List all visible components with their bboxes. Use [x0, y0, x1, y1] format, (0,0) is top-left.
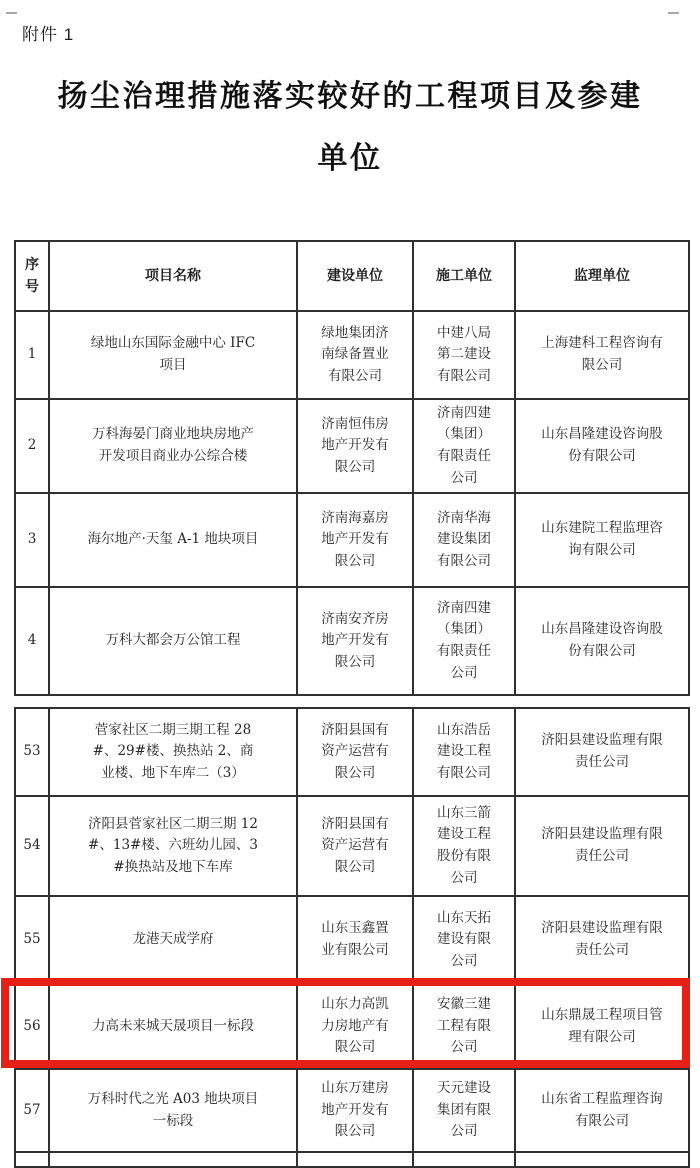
builder-unit: 山东玉鑫置业有限公司 [297, 896, 413, 984]
project-name: 济阳县菅家社区二期三期 12#、13#楼、六班幼儿园、3#换热站及地下车库 [49, 796, 297, 896]
table-row-highlighted [15, 984, 689, 1069]
projects-table-upper [14, 240, 690, 696]
row-no: 56 [15, 984, 49, 1069]
header-project-name: 项目名称 [49, 241, 297, 311]
attachment-label: 附件 1 [22, 25, 75, 44]
header-builder-unit: 建设单位 [297, 241, 413, 311]
builder-unit: 山东万建房地产开发有限公司 [297, 1069, 413, 1152]
contractor-unit: 山东三箭建设工程股份有限公司 [413, 796, 515, 896]
row-no: 1 [15, 311, 49, 399]
project-name: 万科海晏门商业地块房地产开发项目商业办公综合楼 [49, 399, 297, 493]
supervisor-unit: 济阳县建设监理有限责任公司 [515, 708, 689, 796]
project-name: 龙港天成学府 [49, 896, 297, 984]
builder-unit: 绿地集团济南绿备置业有限公司 [297, 311, 413, 399]
supervisor-unit: 济阳县建设监理有限责任公司 [515, 896, 689, 984]
scan-corner-mark-right [668, 12, 679, 14]
contractor-unit: 济南四建（集团）有限责任公司 [413, 399, 515, 493]
document-title: 扬尘治理措施落实较好的工程项目及参建单位 [57, 80, 643, 175]
contractor-unit: 济南华海建设集团有限公司 [413, 493, 515, 587]
project-name: 海尔地产·天玺 A-1 地块项目 [49, 493, 297, 587]
table-row [15, 896, 689, 984]
header-no: 序号 [15, 241, 49, 311]
header-supervisor-unit: 监理单位 [515, 241, 689, 311]
row-no: 55 [15, 896, 49, 984]
table-row [15, 493, 689, 587]
builder-unit: 济阳县国有资产运营有限公司 [297, 796, 413, 896]
supervisor-unit: 山东建院工程监理咨询有限公司 [515, 493, 689, 587]
table-header-row [15, 241, 689, 311]
contractor-unit: 济南四建（集团）有限责任公司 [413, 587, 515, 695]
contractor-unit: 山东浩岳建设工程有限公司 [413, 708, 515, 796]
row-no: 54 [15, 796, 49, 896]
table-row [15, 399, 689, 493]
contractor-unit: 中建八局第二建设有限公司 [413, 311, 515, 399]
table-row [15, 708, 689, 796]
table-row [15, 1069, 689, 1152]
contractor-unit: 安徽三建工程有限公司 [413, 984, 515, 1069]
header-contractor-unit: 施工单位 [413, 241, 515, 311]
supervisor-unit: 山东昌隆建设咨询股份有限公司 [515, 399, 689, 493]
builder-unit: 济南安齐房地产开发有限公司 [297, 587, 413, 695]
contractor-unit: 天元建设集团有限公司 [413, 1069, 515, 1152]
row-no: 2 [15, 399, 49, 493]
table-row [15, 587, 689, 695]
builder-unit: 济阳县国有资产运营有限公司 [297, 708, 413, 796]
builder-unit: 山东力高凯力房地产有限公司 [297, 984, 413, 1069]
table-row [15, 311, 689, 399]
supervisor-unit: 山东昌隆建设咨询股份有限公司 [515, 587, 689, 695]
contractor-unit: 山东天拓建设有限公司 [413, 896, 515, 984]
table-row [15, 796, 689, 896]
row-no: 53 [15, 708, 49, 796]
builder-unit: 济南海嘉房地产开发有限公司 [297, 493, 413, 587]
supervisor-unit: 山东鼎晟工程项目管理有限公司 [515, 984, 689, 1069]
row-no: 3 [15, 493, 49, 587]
project-name: 力高未来城天晟项目一标段 [49, 984, 297, 1069]
supervisor-unit: 上海建科工程咨询有限公司 [515, 311, 689, 399]
projects-table-lower [14, 707, 690, 1168]
scan-corner-mark-left [6, 12, 17, 14]
project-name: 菅家社区二期三期工程 28#、29#楼、换热站 2、商业楼、地下车库二（3） [49, 708, 297, 796]
partial-row-cutoff [15, 1152, 689, 1167]
project-name: 绿地山东国际金融中心 IFC 项目 [49, 311, 297, 399]
builder-unit: 济南恒伟房地产开发有限公司 [297, 399, 413, 493]
supervisor-unit: 山东省工程监理咨询有限公司 [515, 1069, 689, 1152]
project-name: 万科大都会万公馆工程 [49, 587, 297, 695]
supervisor-unit: 济阳县建设监理有限责任公司 [515, 796, 689, 896]
project-name: 万科时代之光 A03 地块项目一标段 [49, 1069, 297, 1152]
row-no: 4 [15, 587, 49, 695]
row-no: 57 [15, 1069, 49, 1152]
